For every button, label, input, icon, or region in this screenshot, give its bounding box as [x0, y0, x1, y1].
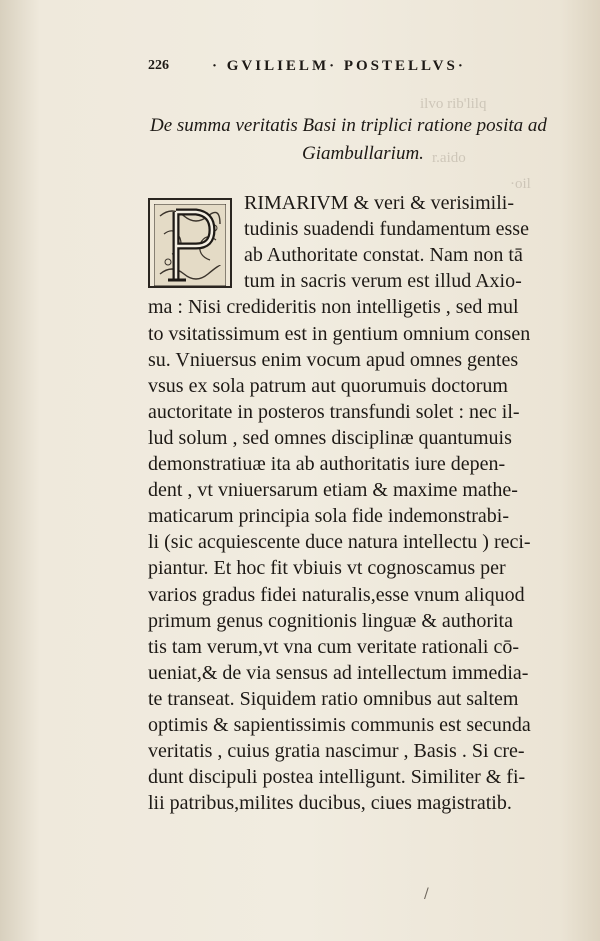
text-line: lud solum , sed omnes disciplinæ quantumuis [148, 426, 512, 449]
text-line: varios gradus fidei naturalis,esse vnum aliquod [148, 583, 525, 606]
text-line: RIMARIVM & veri & verisimili- [244, 192, 514, 214]
text-line: su. Vniuersus enim vocum apud omnes gentes [148, 348, 519, 371]
text-line: dunt discipuli postea intelligunt. Similiter & fi- [148, 766, 526, 789]
text-line: te transeat. Siquidem ratio omnibus aut saltem [148, 687, 519, 710]
text-line: dent , vt vniuersarum etiam & maxime mathe- [148, 479, 518, 502]
text-line: veritatis , cuius gratia nascimur , Basis . Si cre- [148, 740, 525, 763]
page-mark: / [424, 886, 429, 902]
text-line: primum genus cognitionis linguæ & authorita [148, 609, 513, 632]
text-line: optimis & sapientissimis communis est secunda [148, 714, 531, 736]
text-line: tum in sacris verum est illud Axio- [244, 270, 522, 293]
bleed-through-text: ilvo rib'lilq [420, 96, 487, 112]
text-line: tudinis suadendi fundamentum esse [244, 218, 529, 241]
bleed-through-text: r.aido [432, 150, 466, 166]
ornament-icon [154, 204, 226, 286]
text-line: lii patribus,milites ducibus, ciues magistratib. [148, 792, 512, 815]
running-title: · GVILIELM· POSTELLVS· [212, 58, 466, 74]
text-line: piantur. Et hoc fit vbiuis vt cognoscamus per [148, 557, 506, 580]
text-line: auctoritate in posteros transfundi solet : nec il- [148, 400, 520, 423]
text-line: maticarum principia sola fide indemonstrabi- [148, 505, 509, 528]
text-line: tis tam verum,vt vna cum veritate rationali cō- [148, 635, 519, 658]
text-line: li (sic acquiescente duce natura intellectu ) reci- [148, 531, 531, 554]
text-line: ueniat,& de via sensus ad intellectum immedia- [148, 661, 529, 684]
text-line: to vsitatissimum est in gentium omnium consen [148, 322, 531, 345]
bleed-through-text: ·oil [510, 176, 531, 192]
text-line: ab Authoritate constat. Nam non tā [244, 244, 523, 267]
chapter-title-line-1: De summa veritatis Basi in triplici ratione posita ad [150, 115, 547, 136]
running-header [148, 58, 528, 82]
text-line: ma : Nisi credideritis non intelligetis , sed mul [148, 296, 519, 319]
chapter-title-line-2: Giambullarium. [302, 143, 424, 164]
text-line: demonstratiuæ ita ab authoritatis iure depen- [148, 453, 506, 475]
page-number: 226 [148, 58, 169, 73]
decorated-initial-p [148, 198, 232, 288]
text-line: vsus ex sola patrum aut quorumuis doctorum [148, 374, 508, 397]
